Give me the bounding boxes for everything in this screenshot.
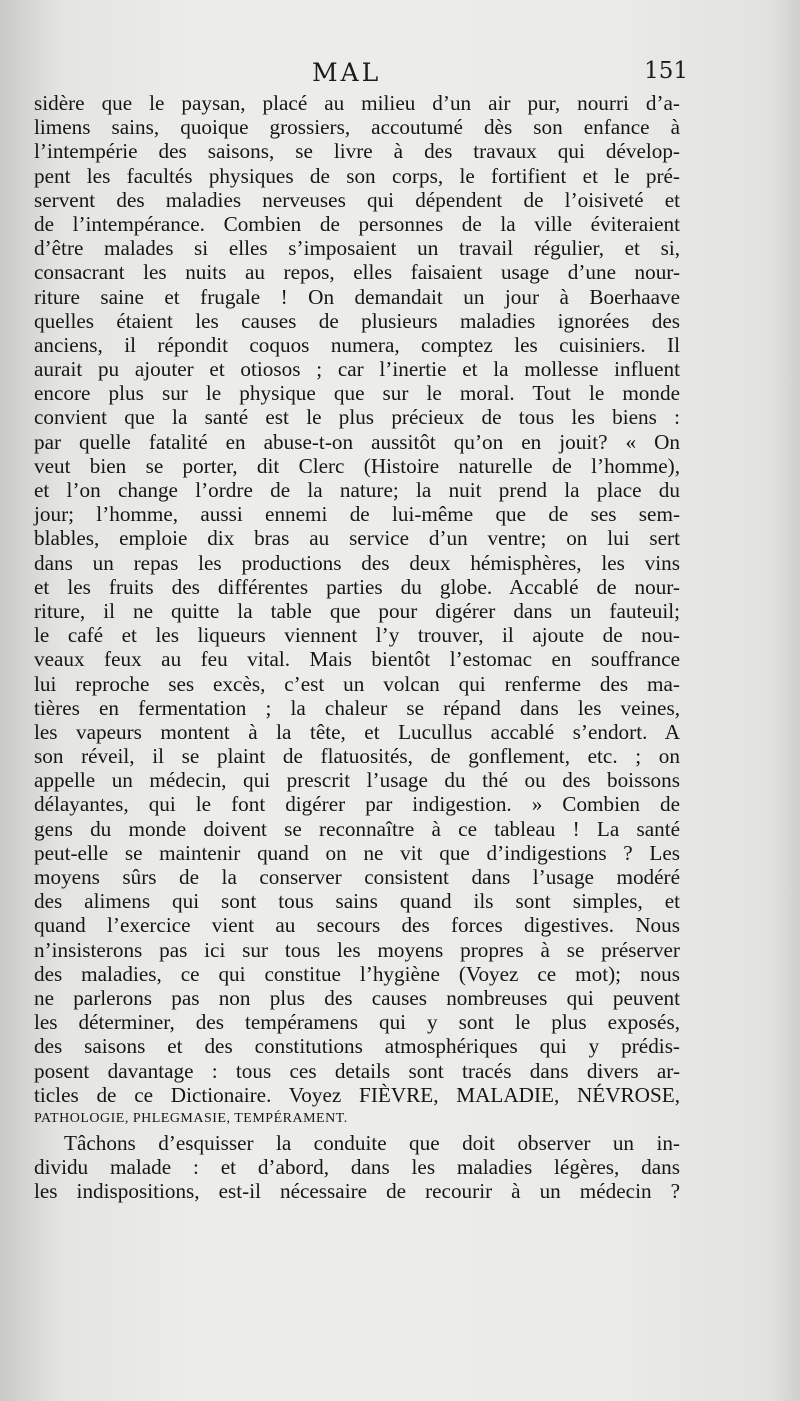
text-line: PATHOLOGIE, PHLEGMASIE, TEMPÉRAMENT. xyxy=(34,1110,348,1126)
text-line: veut bien se porter, dit Clerc (Histoire naturelle de l’homme), xyxy=(34,453,680,478)
text-line: des saisons et des constitutions atmosphériques qui y prédis- xyxy=(34,1034,680,1059)
text-line: posent davantage : tous ces details sont tracés dans divers ar- xyxy=(34,1058,680,1083)
text-line: par quelle fatalité en abuse-t-on aussitôt qu’on en jouit? « On xyxy=(34,429,680,454)
text-line: des alimens qui sont tous sains quand ils sont simples, et xyxy=(34,889,680,914)
text-line: quand l’exercice vient au secours des forces digestives. Nous xyxy=(34,913,680,938)
text-line: veaux feux au feu vital. Mais bientôt l’estomac en souffrance xyxy=(34,647,680,672)
text-line: dividu malade : et d’abord, dans les maladies légères, dans xyxy=(34,1155,680,1180)
text-line: n’insisterons pas ici sur tous les moyens propres à se préserver xyxy=(34,937,680,962)
running-head: MAL xyxy=(312,58,382,87)
text-line: sidère que le paysan, placé au milieu d’un air pur, nourri d’a- xyxy=(34,91,680,115)
page-number: 151 xyxy=(644,58,688,84)
text-line: lui reproche ses excès, c’est un volcan qui renferme des ma- xyxy=(34,671,680,696)
text-line: les vapeurs montent à la tête, et Lucullus accablé s’endort. A xyxy=(34,719,680,744)
text-line: quelles étaient les causes de plusieurs maladies ignorées des xyxy=(34,308,680,333)
text-line: riture, il ne quitte la table que pour digérer dans un fauteuil; xyxy=(34,598,680,623)
text-line: aurait pu ajouter et otiosos ; car l’inertie et la mollesse influent xyxy=(34,357,680,382)
text-line: tières en fermentation ; la chaleur se répand dans les veines, xyxy=(34,695,680,720)
text-line: appelle un médecin, qui prescrit l’usage du thé ou des boissons xyxy=(34,768,680,793)
text-line: de l’intempérance. Combien de personnes de la ville éviteraient xyxy=(34,211,680,236)
text-line: servent des maladies nerveuses qui dépendent de l’oisiveté et xyxy=(34,187,680,212)
text-line: riture saine et frugale ! On demandait un jour à Boerhaave xyxy=(34,284,680,309)
text-line: les déterminer, des tempéramens qui y sont le plus exposés, xyxy=(34,1010,680,1035)
text-line: et les fruits des différentes parties du globe. Accablé de nour- xyxy=(34,574,680,599)
text-line: encore plus sur le physique que sur le moral. Tout le monde xyxy=(34,381,680,406)
text-line: dans un repas les productions des deux hémisphères, les vins xyxy=(34,550,680,575)
text-line: blables, emploie dix bras au service d’un ventre; on lui sert xyxy=(34,526,680,551)
text-line: le café et les liqueurs viennent l’y trouver, il ajoute de nou- xyxy=(34,623,680,648)
body-text xyxy=(34,91,680,1204)
text-line: ticles de ce Dictionaire. Voyez FIÈVRE, MALADIE, NÉVROSE, xyxy=(34,1082,680,1107)
text-line: délayantes, qui le font digérer par indigestion. » Combien de xyxy=(34,792,680,817)
text-line: l’intempérie des saisons, se livre à des travaux qui dévelop- xyxy=(34,139,680,164)
text-line: et l’on change l’ordre de la nature; la nuit prend la place du xyxy=(34,478,680,502)
text-line: des maladies, ce qui constitue l’hygiène (Voyez ce mot); nous xyxy=(34,961,680,986)
text-line: anciens, il répondit coquos numera, comptez les cuisiniers. Il xyxy=(34,332,680,357)
text-line: consacrant les nuits au repos, elles faisaient usage d’une nour- xyxy=(34,260,680,285)
text-line: ne parlerons pas non plus des causes nombreuses qui peuvent xyxy=(34,985,680,1010)
text-line: peut-elle se maintenir quand on ne vit que d’indigestions ? Les xyxy=(34,840,680,865)
text-line: les indispositions, est-il nécessaire de recourir à un médecin ? xyxy=(34,1179,680,1204)
text-line: moyens sûrs de la conserver consistent dans l’usage modéré xyxy=(34,865,680,889)
text-line: gens du monde doivent se reconnaître à ce tableau ! La santé xyxy=(34,816,680,841)
page-header xyxy=(34,58,688,92)
text-line: d’être malades si elles s’imposaient un travail régulier, et si, xyxy=(34,236,680,261)
text-line: pent les facultés physiques de son corps, le fortifient et le pré- xyxy=(34,163,680,188)
text-line: convient que la santé est le plus précieux de tous les biens : xyxy=(34,405,680,430)
text-line: son réveil, il se plaint de flatuosités, de gonflement, etc. ; on xyxy=(34,744,680,769)
text-line: limens sains, quoique grossiers, accoutumé dès son enfance à xyxy=(34,115,680,140)
text-line: jour; l’homme, aussi ennemi de lui-même que de ses sem- xyxy=(34,502,680,527)
text-line: Tâchons d’esquisser la conduite que doit observer un in- xyxy=(64,1131,680,1156)
